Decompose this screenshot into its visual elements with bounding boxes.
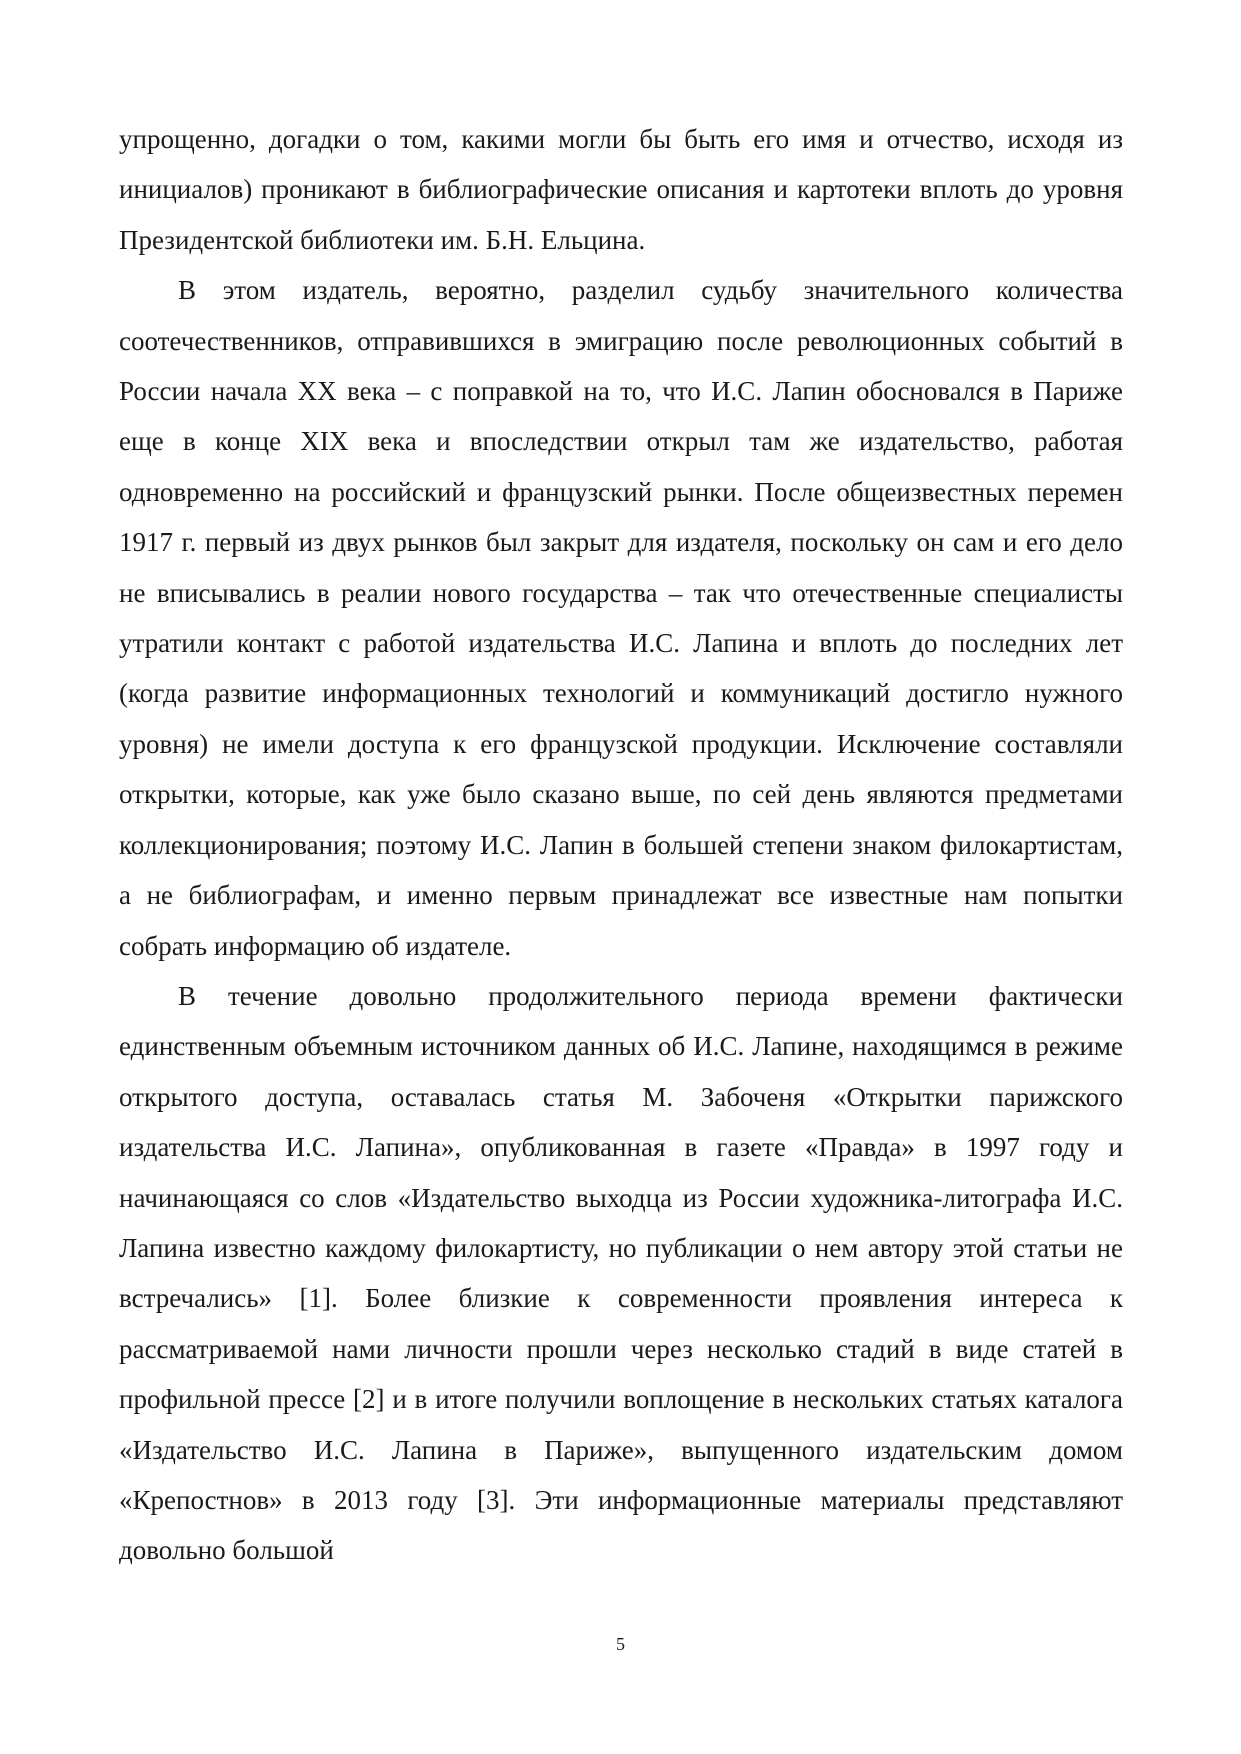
body-text	[119, 114, 1123, 1576]
paragraph-continuation: упрощенно, догадки о том, какими могли бы быть его имя и отчество, исходя из инициалов) проникают в библиографические описания и картотеки вплоть до уровня Президентской библиотеки им. Б.Н. Ельцина.	[119, 124, 1123, 255]
paragraph-emigration: В этом издатель, вероятно, разделил судьбу значительного количества соотечественников, отправившихся в эмиграцию после революционных событий в России начала XX века – с поправкой на то, что И.С. Лапин обосновался в Париже еще в конце XIX века и впоследствии открыл там же издательство, работая одновременно на российский и французский рынки. После общеизвестных перемен 1917 г. первый из двух рынков был закрыт для издателя, поскольку он сам и его дело не вписывались в реалии нового государства – так что отечественные специалисты утратили контакт с работой издательства И.С. Лапина и вплоть до последних лет (когда развитие информационных технологий и коммуникаций достигло нужного уровня) не имели доступа к его французской продукции. Исключение составляли открытки, которые, как уже было сказано выше, по сей день являются предметами коллекционирования; поэтому И.С. Лапин в большей степени знаком филокартистам, а не библиографам, и именно первым принадлежат все известные нам попытки собрать информацию об издателе.	[119, 275, 1123, 961]
page-number: 5	[616, 1634, 625, 1654]
paragraph-sources: В течение довольно продолжительного периода времени фактически единственным объемным источником данных об И.С. Лапине, находящимся в режиме открытого доступа, оставалась статья М. Забоченя «Открытки парижского издательства И.С. Лапина», опубликованная в газете «Правда» в 1997 году и начинающаяся со слов «Издательство выходца из России художника-литографа И.С. Лапина известно каждому филокартисту, но публикации о нем автору этой статьи не встречались» [1]. Более близкие к современности проявления интереса к рассматриваемой нами личности прошли через несколько стадий в виде статей в профильной прессе [2] и в итоге получили воплощение в нескольких статьях каталога «Издательство И.С. Лапина в Париже», выпущенного издательским домом «Крепостнов» в 2013 году [3]. Эти информационные материалы представляют довольно большой	[119, 980, 1123, 1566]
